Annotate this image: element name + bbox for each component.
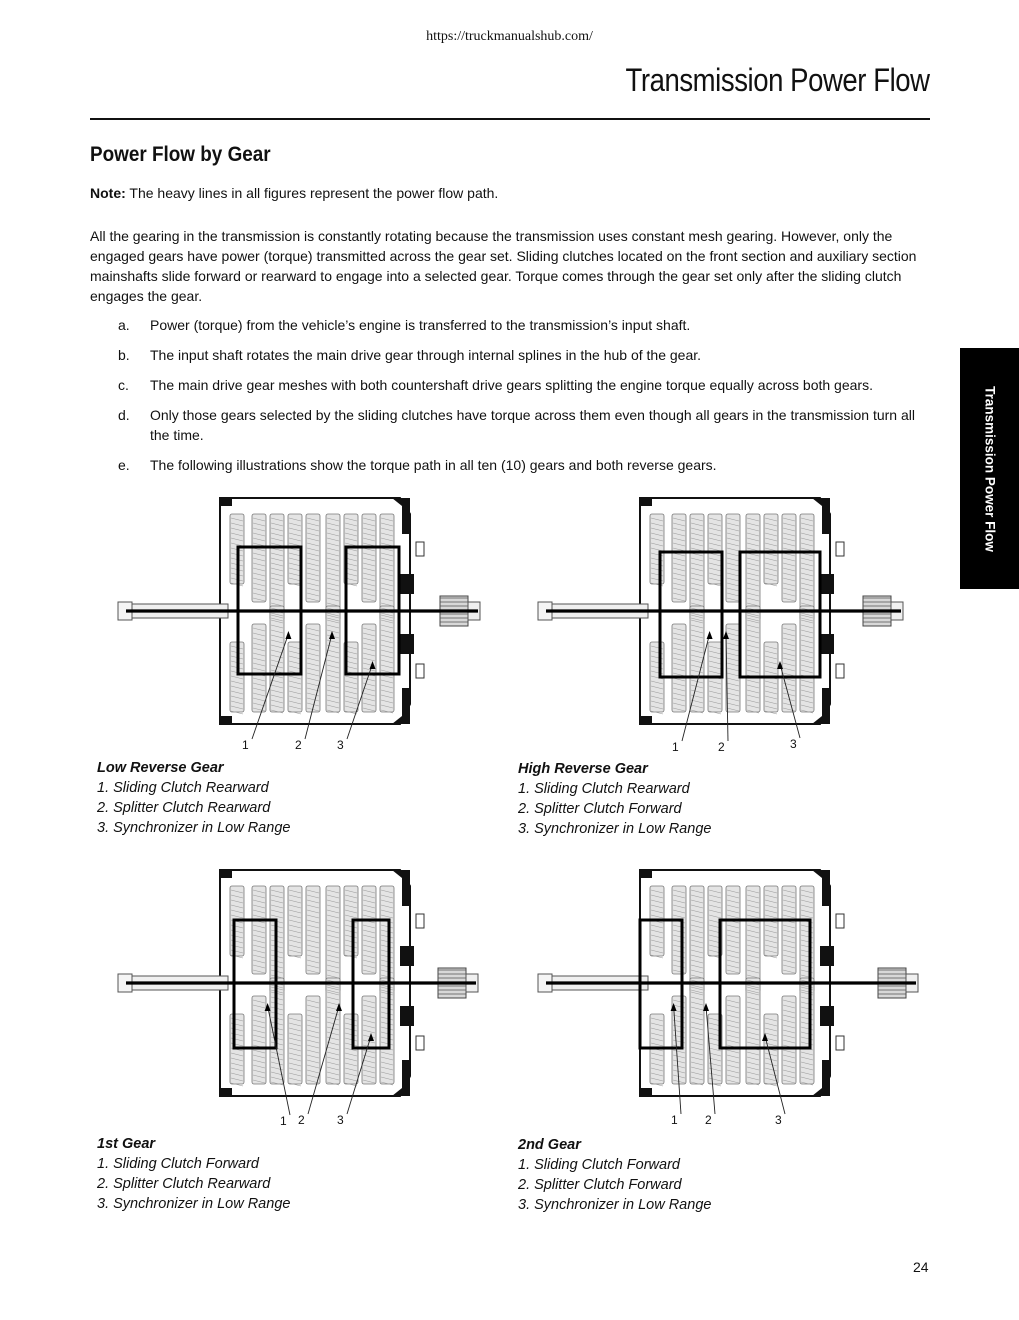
gear-lower [800,606,814,712]
gear-lower [270,606,284,712]
caption-item: 3. Synchronizer in Low Range [97,820,291,836]
transmission-svg [520,866,920,1127]
gear-stack [746,886,760,1085]
caption-item: 1. Sliding Clutch Forward [518,1157,680,1173]
caption-title: 1st Gear [97,1136,156,1152]
caption-title: Low Reverse Gear [97,760,224,776]
figure-caption [518,1135,711,1215]
source-url[interactable]: https://truckmanualshub.com/ [426,29,593,44]
gear-lower [800,978,814,1084]
housing-block [820,574,834,594]
housing-block [400,634,414,654]
step-text: The input shaft rotates the main drive gear through internal splines in the hub of the gear. [150,347,702,363]
transmission-svg [100,866,500,1128]
gear-upper [800,514,814,620]
housing-corner [220,1088,232,1096]
callout-number: 1 [280,1114,287,1128]
gear-lower [746,606,760,712]
gear-stack [800,514,814,713]
gear-lower [746,978,760,1084]
side-tab-label: Transmission Power Flow [982,385,997,552]
housing-corner [640,498,652,506]
housing-corner [220,870,232,878]
housing-corner [640,716,652,724]
step-letter: e. [118,457,130,473]
caption-item: 2. Splitter Clutch Rearward [97,1176,271,1192]
step-item [118,315,928,335]
callout-number: 3 [337,1113,344,1127]
step-letter: c. [118,377,129,393]
caption-item: 3. Synchronizer in Low Range [518,1197,712,1213]
transmission-diagram-high-reverse [520,494,920,754]
step-item [118,405,928,445]
housing-corner [220,716,232,724]
step-item [118,375,928,395]
housing-block [400,946,414,966]
transmission-diagram-1st-gear [100,866,500,1128]
caption-item: 2. Splitter Clutch Forward [518,801,682,817]
gear-upper [800,886,814,992]
steps-list [118,315,928,485]
housing-block [820,946,834,966]
figure-caption [97,1134,290,1214]
gear-stack [326,886,340,1085]
gear-upper [380,514,394,620]
step-letter: b. [118,347,130,363]
header-rule [90,118,930,120]
bolt [416,1036,424,1050]
bolt [836,1036,844,1050]
step-text: The main drive gear meshes with both countershaft drive gears splitting the engine torque equally across both gears. [150,377,873,393]
gear-stack [270,514,284,713]
callout-number: 3 [337,738,344,752]
page-header-title: Transmission Power Flow [625,62,930,98]
caption-title: 2nd Gear [518,1137,581,1153]
callout-number: 3 [790,737,797,751]
side-section-tab[interactable] [960,348,1019,589]
gear-upper [326,514,340,620]
gear-lower [690,606,704,712]
caption-item: 1. Sliding Clutch Forward [97,1156,259,1172]
housing-corner [640,870,652,878]
note-text: The heavy lines in all figures represent the power flow path. [129,185,499,201]
gear-lower [380,978,394,1084]
callout-number: 3 [775,1113,782,1127]
intro-paragraph: All the gearing in the transmission is constantly rotating because the transmission uses constant mesh gearing. However, only the engaged gears have power (torque) transmitted across the gear set. Sliding clutches located on the front section and auxiliary section mainshafts slide forward or rearward to engage into a selected gear. Torque comes through the gear set only after the sliding clutch engages the gear. [90,228,917,304]
gear-upper [746,514,760,620]
callout-number: 2 [298,1113,305,1127]
figure-caption [518,759,711,839]
step-text: The following illustrations show the torque path in all ten (10) gears and both reverse gears. [150,457,717,473]
gear-stack [326,514,340,713]
gear-lower [690,978,704,1084]
housing-block [400,574,414,594]
note [90,185,498,201]
gear-stack [800,886,814,1085]
step-text: Power (torque) from the vehicle’s engine is transferred to the transmission’s input shaft. [150,317,691,333]
gear-upper [746,886,760,992]
transmission-diagram-2nd-gear [520,866,920,1127]
bolt [836,914,844,928]
caption-title: High Reverse Gear [518,761,648,777]
gear-upper [326,886,340,992]
caption-item: 3. Synchronizer in Low Range [97,1196,291,1212]
section-title: Power Flow by Gear [90,143,271,166]
caption-item: 2. Splitter Clutch Forward [518,1177,682,1193]
gear-upper [270,514,284,620]
housing-block [820,1006,834,1026]
step-item [118,345,928,365]
step-item [118,455,928,475]
gear-lower [326,978,340,1084]
caption-item: 2. Splitter Clutch Rearward [97,800,271,816]
figure-caption [97,758,290,838]
gear-stack [746,514,760,713]
caption-item: 1. Sliding Clutch Rearward [97,780,269,796]
caption-item: 3. Synchronizer in Low Range [518,821,712,837]
gear-lower [380,606,394,712]
gear-upper [690,514,704,620]
bolt [416,914,424,928]
gear-upper [380,886,394,992]
gear-lower [326,606,340,712]
housing-block [820,634,834,654]
callout-number: 2 [718,740,725,754]
transmission-svg [100,494,500,752]
callout-number: 1 [672,740,679,754]
step-text: Only those gears selected by the sliding clutches have torque across them even though all gears in the transmission turn all the time. [150,407,915,443]
bolt [836,542,844,556]
page-number: 24 [913,1259,929,1275]
gear-stack [380,514,394,713]
callout-number: 2 [295,738,302,752]
bolt [416,664,424,678]
gear-stack [380,886,394,1085]
transmission-svg [520,494,920,754]
step-letter: d. [118,407,130,423]
gear-stack [690,886,704,1085]
transmission-diagram-low-reverse [100,494,500,752]
step-letter: a. [118,317,130,333]
caption-item: 1. Sliding Clutch Rearward [518,781,690,797]
housing-block [400,1006,414,1026]
note-label: Note: [90,185,126,201]
bolt [836,664,844,678]
bolt [416,542,424,556]
callout-number: 1 [671,1113,678,1127]
callout-number: 1 [242,738,249,752]
housing-corner [640,1088,652,1096]
housing-corner [220,498,232,506]
callout-number: 2 [705,1113,712,1127]
gear-upper [690,886,704,992]
